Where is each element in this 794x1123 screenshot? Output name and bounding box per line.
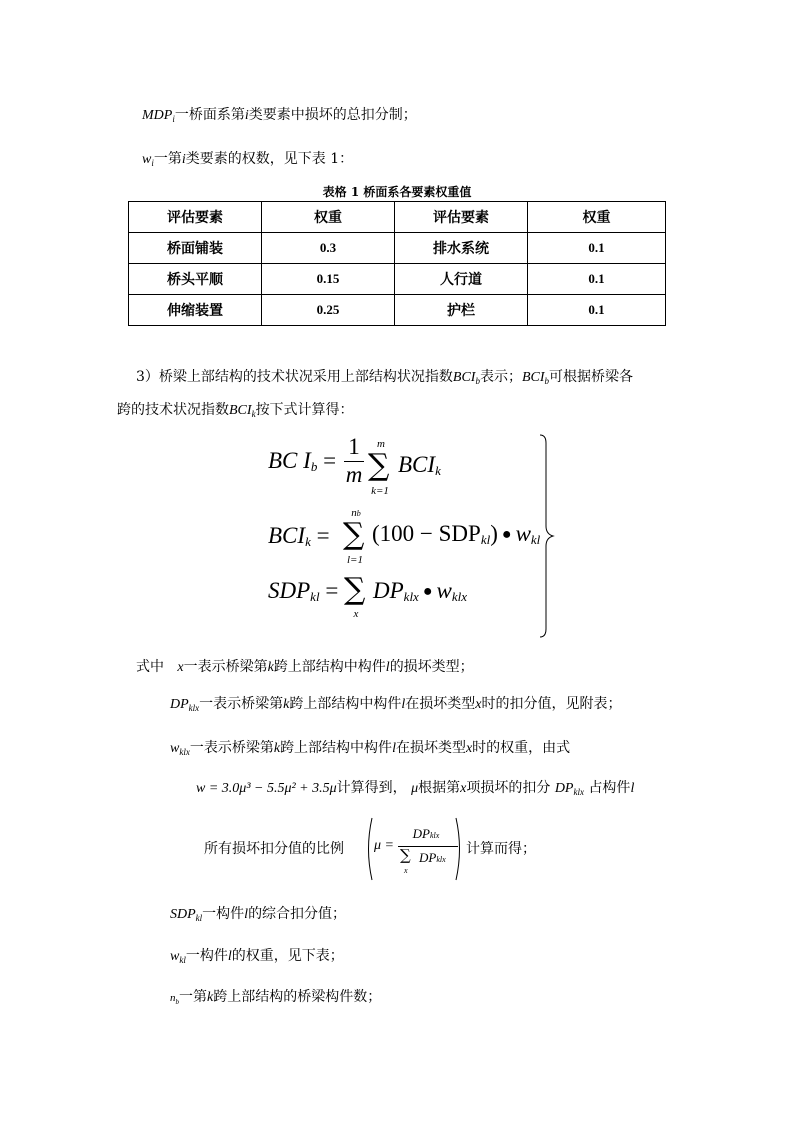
def-nb: [170, 986, 381, 1006]
def-dp-d: 时的扣分值，见附表；: [481, 696, 622, 712]
left-paren-icon: [364, 816, 374, 882]
para3-bci-2: BCI: [521, 370, 545, 385]
table-cell: 0.25: [262, 295, 395, 326]
f2-body: (100 − SDP: [372, 521, 481, 546]
right-brace-icon: [538, 433, 558, 639]
f2-sum-top-n: n: [351, 507, 357, 519]
table-row: [129, 264, 666, 295]
para3-text-a: 3）桥梁上部结构的技术状况采用上部结构状况指数: [136, 369, 453, 385]
w-i: i: [181, 152, 186, 167]
def-w-l: l: [392, 741, 396, 756]
mdp-symbol: MDP: [142, 108, 173, 123]
def-intro: 式中: [136, 659, 164, 675]
formula-2-body: [372, 521, 540, 548]
w-symbol: w: [142, 152, 152, 167]
table-cell: 护栏: [395, 295, 528, 326]
def-poly-mu: μ: [411, 781, 419, 796]
table-title: 表格 1 桥面系各要素权重值: [322, 185, 472, 199]
formula-3-lhs: [268, 578, 338, 605]
para3-b-sub-2: b: [544, 376, 550, 386]
f2-close-paren: ): [490, 521, 498, 546]
def-wkl-b: 的权重，见下表；: [231, 948, 344, 964]
formula-2-lhs: [268, 523, 330, 550]
def-sdp-sub: kl: [195, 913, 203, 923]
def-nb-b: 跨上部结构的桥梁构件数；: [213, 989, 382, 1005]
f1-fraction: [344, 434, 364, 488]
def-poly-x: x: [460, 781, 467, 796]
def-sdp-l: l: [244, 907, 249, 922]
table-cell: 桥面铺装: [129, 233, 262, 264]
f1-rhs: BCI: [398, 452, 436, 477]
f1-sum-top: m: [377, 438, 385, 450]
def-poly: [196, 777, 634, 797]
def-dp-sym: DP: [170, 697, 189, 712]
table-row: [129, 295, 666, 326]
f1-numerator: 1: [348, 434, 360, 459]
para3-bci: BCI: [452, 370, 476, 385]
def-dp: [170, 693, 622, 713]
table-cell: 人行道: [395, 264, 528, 295]
table-cell: 0.3: [262, 233, 395, 264]
f2-w: w: [515, 521, 531, 546]
def-ratio-text: 所有损坏扣分值的比例: [204, 841, 344, 857]
mdp-definition: [142, 104, 417, 124]
f2-body-sub: kl: [480, 532, 491, 547]
table-cell: 0.15: [262, 264, 395, 295]
header-cell: 权重: [262, 202, 395, 233]
formula-3-rhs: [373, 578, 467, 605]
ratio-den-sub: klx: [436, 855, 446, 864]
def-dp-x: x: [475, 697, 482, 712]
def-nb-a: 一第: [179, 989, 207, 1005]
mdp-subscript: i: [172, 114, 175, 124]
f1-sum-bottom: k=1: [371, 485, 389, 497]
def-w-b: 跨上部结构中构件: [280, 740, 393, 756]
f2-w-sub: kl: [530, 532, 541, 547]
f3-dot: ●: [418, 583, 437, 600]
f1-denominator: m: [345, 462, 363, 487]
para3-bci-3: BCI: [229, 403, 252, 418]
def-wkl: [170, 945, 344, 965]
w-subscript: i: [151, 158, 154, 168]
def-dp-l: l: [401, 697, 406, 712]
def-x-c: 的损坏类型；: [389, 659, 474, 675]
def-poly-l: l: [630, 781, 635, 796]
def-dp-sub: klx: [188, 703, 200, 713]
def-x: [136, 656, 474, 676]
formula-1-rhs: [398, 452, 441, 479]
def-w-sub: klx: [179, 747, 190, 757]
ratio-num-sub: klx: [430, 831, 440, 840]
def-dp-a: 一表示桥梁第: [199, 696, 284, 712]
f1-lhs: BC I: [268, 448, 311, 473]
f1-sigma: ∑: [368, 448, 390, 483]
table-cell: 伸缩装置: [129, 295, 262, 326]
def-nb-k: k: [207, 990, 214, 1005]
f1-lhs-sub: b: [310, 459, 318, 474]
table-cell: 排水系统: [395, 233, 528, 264]
para3-line2b: 按下式计算得：: [255, 402, 354, 418]
def-nb-sym: n: [170, 992, 176, 1004]
para3-text-c: 可根据桥梁各: [549, 369, 634, 385]
table-header-row: [129, 202, 666, 233]
f3-sigma: ∑: [344, 572, 366, 607]
ratio-sum-bottom: x: [404, 866, 408, 875]
def-w-k: k: [273, 741, 281, 756]
mdp-i: i: [244, 108, 249, 123]
mdp-desc: 一桥面系第: [174, 107, 245, 123]
def-nb-sub: b: [175, 998, 179, 1006]
f1-rhs-sub: k: [435, 463, 441, 478]
def-x-k: k: [267, 660, 274, 675]
f3-dp: DP: [373, 578, 404, 603]
def-dp-c: 在损坏类型: [405, 696, 476, 712]
para3-text-b: 表示；: [479, 369, 522, 385]
header-cell: 评估要素: [395, 202, 528, 233]
def-wkl-l: l: [227, 949, 232, 964]
f3-lhs-sub: kl: [310, 589, 320, 604]
def-dp-k: k: [283, 697, 290, 712]
def-x-a: 一表示桥梁第: [183, 659, 268, 675]
para3-k-sub: k: [251, 409, 256, 419]
table-cell: 桥头平顺: [129, 264, 262, 295]
f1-equals: =: [317, 448, 337, 473]
f2-equals: =: [310, 523, 330, 548]
ratio-den: DP: [419, 850, 437, 865]
def-sdp: [170, 903, 346, 923]
def-ratio-end: 计算而得；: [466, 841, 536, 857]
paragraph-3-line-1: [136, 366, 633, 386]
def-sdp-a: 一构件: [202, 906, 245, 922]
def-x-l: l: [385, 660, 390, 675]
def-poly-a: 计算得到，: [336, 780, 407, 796]
table-cell: 0.1: [528, 233, 666, 264]
def-x-sym: x: [177, 660, 184, 675]
f2-sum-top-sub: b: [356, 509, 361, 518]
f2-sum-bottom: l=1: [347, 554, 363, 566]
def-poly-c: 项损坏的扣分: [466, 780, 551, 796]
paragraph-3-line-2: [117, 399, 354, 419]
header-cell: 权重: [528, 202, 666, 233]
table-row: [129, 233, 666, 264]
f3-w-sub: klx: [451, 589, 467, 604]
def-w-sym: w: [170, 741, 180, 756]
f2-sigma: ∑: [343, 517, 365, 552]
mdp-desc2: 类要素中损坏的总扣分制；: [248, 107, 417, 123]
f3-dp-sub: klx: [403, 589, 419, 604]
w-desc2: 类要素的权数，见下表 1：: [185, 151, 354, 167]
f3-equals: =: [319, 578, 339, 603]
ratio-sigma: ∑: [400, 846, 411, 864]
weights-table: [128, 201, 666, 326]
table-cell: 0.1: [528, 264, 666, 295]
f2-dot: ●: [497, 526, 516, 543]
f3-sum-bottom: x: [353, 608, 359, 620]
def-w-x: x: [465, 741, 473, 756]
def-poly-b: 根据第: [418, 780, 461, 796]
w-desc: 一第: [153, 151, 182, 167]
f3-lhs: SDP: [268, 578, 311, 603]
def-sdp-b: 的综合扣分值；: [248, 906, 347, 922]
def-wkl-a: 一构件: [185, 948, 228, 964]
f3-w: w: [436, 578, 452, 603]
f2-lhs: BCI: [268, 523, 306, 548]
def-wkl-sym: w: [170, 949, 180, 964]
def-poly-dp-sub: klx: [573, 787, 584, 797]
def-x-b: 跨上部结构中构件: [273, 659, 386, 675]
para3-b-sub: b: [475, 376, 480, 386]
f2-lhs-sub: k: [305, 534, 311, 549]
def-poly-dp: DP: [554, 781, 574, 796]
ratio-denominator: [419, 850, 446, 866]
ratio-numerator: [398, 826, 454, 842]
def-w-c: 在损坏类型: [395, 740, 466, 756]
right-paren-icon: [454, 816, 464, 882]
def-dp-b: 跨上部结构中构件: [289, 696, 402, 712]
ratio-mu: μ =: [374, 838, 394, 853]
table-cell: 0.1: [528, 295, 666, 326]
def-poly-d: 占构件: [588, 780, 631, 796]
def-sdp-sym: SDP: [170, 907, 196, 922]
def-w: [170, 737, 570, 757]
def-poly-formula: w = 3.0μ³ − 5.5μ² + 3.5μ: [196, 781, 337, 796]
def-w-d: 时的权重，由式: [472, 740, 571, 756]
formula-1-lhs: [268, 448, 336, 475]
w-definition: [142, 148, 353, 168]
para3-line2a: 跨的技术状况指数: [117, 402, 229, 418]
def-wkl-sub: kl: [179, 955, 186, 965]
ratio-num: DP: [412, 826, 430, 841]
header-cell: 评估要素: [129, 202, 262, 233]
def-w-a: 一表示桥梁第: [189, 740, 274, 756]
